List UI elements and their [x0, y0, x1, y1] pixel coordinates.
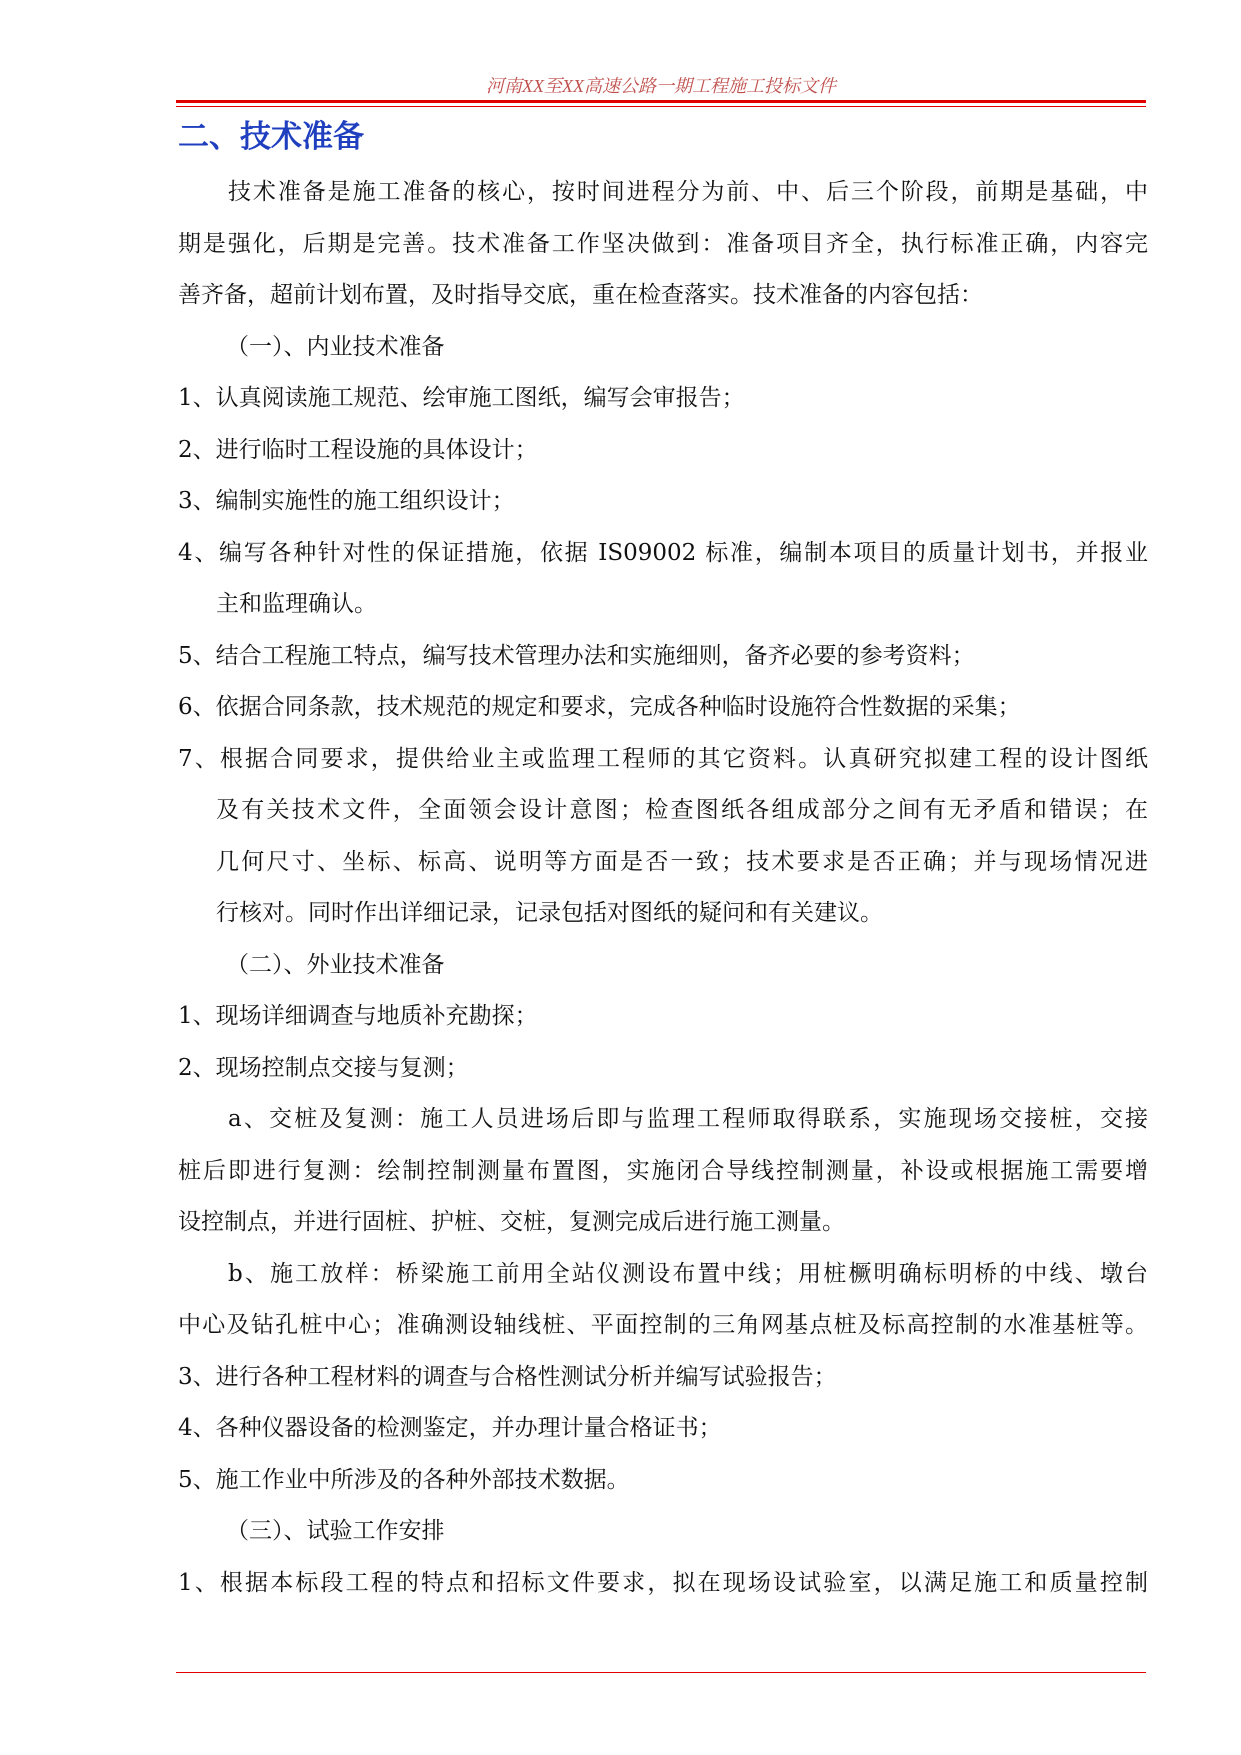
list-item: 4、编写各种针对性的保证措施，依据 IS09002 标准，编制本项目的质量计划书，并报业 — [178, 540, 1148, 566]
running-header: 河南XX至XX高速公路一期工程施工投标文件 — [486, 76, 836, 96]
section-title: 二、技术准备 — [178, 119, 364, 155]
header-rule-thin — [176, 106, 1146, 107]
paragraph-line: 期是强化，后期是完善。技术准备工作坚决做到：准备项目齐全，执行标准正确，内容完 — [178, 231, 1148, 257]
list-item: 1、认真阅读施工规范、绘审施工图纸，编写会审报告； — [178, 385, 745, 411]
paragraph-line: 设控制点，并进行固桩、护桩、交桩，复测完成后进行施工测量。 — [178, 1209, 845, 1235]
paragraph-line: 技术准备是施工准备的核心，按时间进程分为前、中、后三个阶段，前期是基础，中 — [228, 179, 1148, 205]
list-item: 2、现场控制点交接与复测； — [178, 1055, 469, 1081]
footer-rule — [176, 1672, 1146, 1673]
subsection-heading: （三）、试验工作安排 — [226, 1518, 445, 1544]
list-item: 6、依据合同条款，技术规范的规定和要求，完成各种临时设施符合性数据的采集； — [178, 694, 1021, 720]
paragraph-line: 桩后即进行复测：绘制控制测量布置图，实施闭合导线控制测量，补设或根据施工需要增 — [178, 1158, 1148, 1184]
list-item-continuation: 行核对。同时作出详细记录，记录包括对图纸的疑问和有关建议。 — [216, 900, 883, 926]
paragraph-line: b、施工放样：桥梁施工前用全站仪测设布置中线；用桩橛明确标明桥的中线、墩台 — [228, 1261, 1148, 1287]
list-item: 5、结合工程施工特点，编写技术管理办法和实施细则，备齐必要的参考资料； — [178, 643, 975, 669]
list-item: 2、进行临时工程设施的具体设计； — [178, 437, 538, 463]
list-item-continuation: 及有关技术文件，全面领会设计意图；检查图纸各组成部分之间有无矛盾和错误；在 — [216, 797, 1148, 823]
subsection-heading: （一）、内业技术准备 — [226, 334, 445, 360]
subsection-heading: （二）、外业技术准备 — [226, 952, 445, 978]
header-rule-thick — [176, 100, 1146, 103]
paragraph-line: a、交桩及复测：施工人员进场后即与监理工程师取得联系，实施现场交接桩，交接 — [228, 1106, 1148, 1132]
paragraph-line: 善齐备，超前计划布置，及时指导交底，重在检查落实。技术准备的内容包括： — [178, 282, 983, 308]
list-item-continuation: 几何尺寸、坐标、标高、说明等方面是否一致；技术要求是否正确；并与现场情况进 — [216, 849, 1148, 875]
list-item: 3、编制实施性的施工组织设计； — [178, 488, 515, 514]
list-item-continuation: 主和监理确认。 — [216, 591, 377, 617]
list-item: 4、各种仪器设备的检测鉴定，并办理计量合格证书； — [178, 1415, 722, 1441]
list-item: 5、施工作业中所涉及的各种外部技术数据。 — [178, 1467, 630, 1493]
list-item: 7、根据合同要求，提供给业主或监理工程师的其它资料。认真研究拟建工程的设计图纸 — [178, 746, 1148, 772]
list-item: 3、进行各种工程材料的调查与合格性测试分析并编写试验报告； — [178, 1364, 837, 1390]
list-item: 1、现场详细调查与地质补充勘探； — [178, 1003, 538, 1029]
paragraph-line: 中心及钻孔桩中心；准确测设轴线桩、平面控制的三角网基点桩及标高控制的水准基桩等。 — [178, 1312, 1148, 1338]
list-item: 1、根据本标段工程的特点和招标文件要求，拟在现场设试验室，以满足施工和质量控制 — [178, 1570, 1148, 1596]
